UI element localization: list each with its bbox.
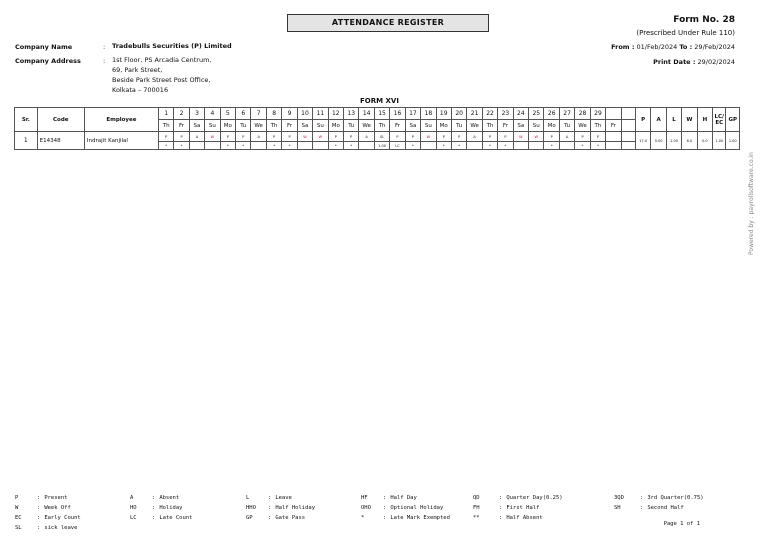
spacer-cell	[621, 132, 635, 142]
legend-separator: :	[152, 495, 156, 501]
legend-item	[15, 503, 71, 513]
day-status: A	[359, 132, 374, 142]
day-status: P	[498, 132, 513, 142]
weekday-label: Su	[421, 120, 436, 132]
weekday-label: Tu	[236, 120, 251, 132]
print-date-value: 29/02/2024	[697, 58, 735, 66]
weekday-label: Mo	[220, 120, 235, 132]
legend-text: Gate Pass	[275, 515, 306, 521]
legend-text: First Half	[506, 505, 540, 511]
day-status: P	[590, 132, 605, 142]
summary-header-3: L	[666, 108, 681, 132]
day-status: P	[405, 132, 420, 142]
legend-separator: :	[152, 515, 156, 521]
legend-item	[473, 503, 539, 513]
legend-code: EC	[15, 515, 22, 521]
day-status: P	[158, 132, 173, 142]
day-mark: *	[482, 142, 497, 150]
weekday-label: Tu	[451, 120, 466, 132]
weekday-label: Su	[205, 120, 220, 132]
day-status: W	[297, 132, 312, 142]
day-number: 25	[529, 108, 544, 120]
weekday-label: Tu	[559, 120, 574, 132]
day-mark	[421, 142, 436, 150]
legend-code: 3QD	[614, 495, 624, 501]
legend-item	[15, 493, 68, 503]
legend-separator: :	[499, 505, 503, 511]
legend-code: *	[361, 515, 365, 521]
legend-code: HF	[361, 495, 368, 501]
legend-separator: :	[640, 495, 644, 501]
day-status: W	[313, 132, 328, 142]
summary-header-6: LC/ EC	[713, 108, 726, 132]
legend-separator: :	[268, 505, 272, 511]
day-number: 26	[544, 108, 559, 120]
legend-text: sick leave	[44, 525, 78, 531]
weekday-label: Sa	[513, 120, 528, 132]
day-mark	[313, 142, 328, 150]
day-number: 15	[374, 108, 389, 120]
legend-code: HO	[130, 505, 137, 511]
day-mark: *	[590, 142, 605, 150]
day-mark	[297, 142, 312, 150]
legend-separator: :	[383, 495, 387, 501]
legend-item	[614, 493, 704, 503]
day-mark	[513, 142, 528, 150]
page-info: Page 1 of 1	[663, 521, 700, 527]
summary-value: 1.00	[713, 132, 726, 150]
day-mark: *	[436, 142, 451, 150]
legend-text: 3rd Quarter(0.75)	[647, 495, 704, 501]
address-line: 1st Floor, PS Arcadia Centrum,	[112, 56, 212, 64]
legend-item	[15, 523, 77, 533]
weekday-label: Th	[266, 120, 281, 132]
legend-code: OHO	[361, 505, 371, 511]
summary-value: 1.00	[726, 132, 740, 150]
print-date-label: Print Date :	[653, 58, 696, 66]
day-number: 7	[251, 108, 266, 120]
legend-item	[361, 493, 417, 503]
weekday-label: We	[575, 120, 590, 132]
legend-item	[130, 513, 192, 523]
rule-reference: (Prescribed Under Rule 110)	[636, 29, 735, 37]
day-number: 27	[559, 108, 574, 120]
day-status: P	[236, 132, 251, 142]
weekday-label: We	[467, 120, 482, 132]
day-number: 12	[328, 108, 343, 120]
legend-code: FH	[473, 505, 480, 511]
day-mark: *	[236, 142, 251, 150]
day-mark	[467, 142, 482, 150]
legend-separator: :	[37, 495, 41, 501]
legend-code: SH	[614, 505, 621, 511]
legend-separator: :	[37, 525, 41, 531]
summary-value: 1.00	[666, 132, 681, 150]
employee-code: E14348	[37, 132, 84, 150]
legend-text: Half Absent	[506, 515, 543, 521]
summary-value: 6.0	[682, 132, 697, 150]
legend-text: Week Off	[44, 505, 71, 511]
powered-by: Powered by : payrollsoftware.co.in	[748, 152, 755, 255]
day-mark: *	[575, 142, 590, 150]
day-number: 11	[313, 108, 328, 120]
weekday-label: Fr	[282, 120, 297, 132]
empty-cell	[606, 142, 621, 150]
legend-item	[614, 503, 684, 513]
day-mark	[559, 142, 574, 150]
row-sr: 1	[15, 132, 38, 150]
legend-text: Holiday	[159, 505, 183, 511]
day-status: P	[451, 132, 466, 142]
day-number: 1	[158, 108, 173, 120]
day-status: P	[575, 132, 590, 142]
legend-separator: :	[268, 515, 272, 521]
day-status: A	[189, 132, 204, 142]
legend-text: Late Mark Exempted	[390, 515, 450, 521]
summary-value: 17.0	[635, 132, 650, 150]
day-number: 21	[467, 108, 482, 120]
legend-separator: :	[37, 515, 41, 521]
summary-value: 0.0	[697, 132, 712, 150]
legend-text: Quarter Day(0.25)	[506, 495, 563, 501]
legend-separator: :	[640, 505, 644, 511]
day-status: P	[544, 132, 559, 142]
weekday-label: We	[251, 120, 266, 132]
col-sr-header: Sr.	[15, 108, 38, 132]
day-number: 22	[482, 108, 497, 120]
day-mark: *	[220, 142, 235, 150]
company-name-label: Company Name	[15, 43, 73, 51]
summary-header-2: A	[651, 108, 666, 132]
day-number: 14	[359, 108, 374, 120]
company-address-colon: :	[103, 57, 106, 65]
weekday-label: Su	[529, 120, 544, 132]
day-mark: *	[174, 142, 189, 150]
day-mark: *	[282, 142, 297, 150]
day-mark	[529, 142, 544, 150]
day-status: P	[344, 132, 359, 142]
spacer-cell	[621, 142, 635, 150]
summary-header-1: P	[635, 108, 650, 132]
address-line: Beside Park Street Post Office,	[112, 76, 211, 84]
weekday-label: Sa	[297, 120, 312, 132]
legend-separator: :	[383, 505, 387, 511]
weekday-label: Sa	[189, 120, 204, 132]
day-number: 17	[405, 108, 420, 120]
weekday-label: Fr	[498, 120, 513, 132]
summary-header-4: W	[682, 108, 697, 132]
legend-code: P	[15, 495, 19, 501]
day-mark: *	[498, 142, 513, 150]
day-status: W	[529, 132, 544, 142]
legend-text: Second Half	[647, 505, 684, 511]
empty-cell	[606, 108, 621, 120]
legend-separator: :	[499, 515, 503, 521]
legend-code: QD	[473, 495, 480, 501]
employee-name: Indrajit Kanjilal	[84, 132, 158, 150]
weekday-label: Th	[374, 120, 389, 132]
day-number: 28	[575, 108, 590, 120]
day-status: P	[482, 132, 497, 142]
col-code-header: Code	[37, 108, 84, 132]
attendance-table	[14, 107, 740, 150]
day-mark	[359, 142, 374, 150]
company-address-label: Company Address	[15, 57, 81, 65]
day-status: P	[266, 132, 281, 142]
legend-item	[361, 513, 450, 523]
day-status: P	[328, 132, 343, 142]
day-mark: *	[266, 142, 281, 150]
legend-text: Absent	[159, 495, 180, 501]
form-xvi-title: FORM XVI	[360, 97, 399, 105]
weekday-label: We	[359, 120, 374, 132]
day-number: 18	[421, 108, 436, 120]
weekday-label: Tu	[344, 120, 359, 132]
day-status: P	[436, 132, 451, 142]
day-mark	[251, 142, 266, 150]
day-number: 29	[590, 108, 605, 120]
legend-text: Leave	[275, 495, 292, 501]
day-mark: LC	[390, 142, 405, 150]
legend-text: Present	[44, 495, 68, 501]
legend-code: A	[130, 495, 134, 501]
day-number: 10	[297, 108, 312, 120]
legend-separator: :	[499, 495, 503, 501]
day-status: SL	[374, 132, 389, 142]
day-number: 2	[174, 108, 189, 120]
legend-code: HHO	[246, 505, 256, 511]
day-mark	[205, 142, 220, 150]
form-number: Form No. 28	[673, 15, 735, 25]
legend-text: Late Count	[159, 515, 193, 521]
legend-code: **	[473, 515, 480, 521]
company-address	[112, 55, 211, 95]
legend-separator: :	[383, 515, 387, 521]
day-status: A	[467, 132, 482, 142]
weekday-label: Mo	[328, 120, 343, 132]
day-status: A	[559, 132, 574, 142]
legend-code: GP	[246, 515, 253, 521]
day-number: 6	[236, 108, 251, 120]
legend-code: LC	[130, 515, 137, 521]
legend-item	[473, 513, 543, 523]
day-mark: *	[544, 142, 559, 150]
day-mark: *	[158, 142, 173, 150]
weekday-label: Th	[482, 120, 497, 132]
day-status: W	[421, 132, 436, 142]
day-number: 24	[513, 108, 528, 120]
address-line: Kolkata – 700016	[112, 86, 169, 94]
spacer-cell	[621, 108, 635, 120]
to-label: To :	[679, 43, 693, 51]
day-status: A	[251, 132, 266, 142]
legend-code: L	[246, 495, 250, 501]
legend-text: Early Count	[44, 515, 81, 521]
day-number: 3	[189, 108, 204, 120]
day-mark	[189, 142, 204, 150]
company-name-value: Tradebulls Securities (P) Limited	[112, 42, 232, 50]
weekday-label: Su	[313, 120, 328, 132]
weekday-label: Fr	[606, 120, 621, 132]
day-number: 5	[220, 108, 235, 120]
legend-text: Half Holiday	[275, 505, 316, 511]
weekday-label: Fr	[390, 120, 405, 132]
day-status: P	[220, 132, 235, 142]
address-line: 69, Park Street,	[112, 66, 163, 74]
weekday-label: Th	[158, 120, 173, 132]
to-date: 29/Feb/2024	[694, 43, 735, 51]
day-number: 16	[390, 108, 405, 120]
print-date	[653, 58, 735, 66]
legend-text: Half Day	[390, 495, 417, 501]
legend-item	[361, 503, 443, 513]
day-status: W	[513, 132, 528, 142]
date-range	[611, 43, 735, 51]
day-number: 20	[451, 108, 466, 120]
weekday-label: Mo	[544, 120, 559, 132]
day-number: 9	[282, 108, 297, 120]
legend-item	[246, 503, 315, 513]
legend-code: SL	[15, 525, 22, 531]
empty-cell	[606, 132, 621, 142]
legend-item	[246, 513, 305, 523]
day-number: 8	[266, 108, 281, 120]
from-date: 01/Feb/2024	[636, 43, 678, 51]
day-status: P	[282, 132, 297, 142]
from-label: From :	[611, 43, 635, 51]
spacer-cell	[621, 120, 635, 132]
weekday-label: Th	[590, 120, 605, 132]
legend-code: W	[15, 505, 19, 511]
day-number: 19	[436, 108, 451, 120]
summary-header-5: H	[697, 108, 712, 132]
legend-text: Optional Holiday	[390, 505, 444, 511]
legend-item	[130, 493, 179, 503]
summary-value: 5.00	[651, 132, 666, 150]
day-number: 23	[498, 108, 513, 120]
day-status: W	[205, 132, 220, 142]
day-mark: *	[451, 142, 466, 150]
weekday-label: Sa	[405, 120, 420, 132]
legend-item	[15, 513, 81, 523]
register-title: ATTENDANCE REGISTER	[287, 14, 489, 32]
legend-item	[246, 493, 292, 503]
day-number: 4	[205, 108, 220, 120]
day-mark: *	[405, 142, 420, 150]
company-name-colon: :	[103, 43, 106, 51]
day-mark: *	[344, 142, 359, 150]
weekday-label: Mo	[436, 120, 451, 132]
weekday-label: Fr	[174, 120, 189, 132]
legend-item	[473, 493, 563, 503]
legend-separator: :	[37, 505, 41, 511]
legend-item	[130, 503, 183, 513]
day-mark: *	[328, 142, 343, 150]
col-employee-header: Employee	[84, 108, 158, 132]
day-status: P	[174, 132, 189, 142]
legend-separator: :	[152, 505, 156, 511]
summary-header-7: GP	[726, 108, 740, 132]
legend-separator: :	[268, 495, 272, 501]
day-mark: 1.00	[374, 142, 389, 150]
day-status: P	[390, 132, 405, 142]
day-number: 13	[344, 108, 359, 120]
